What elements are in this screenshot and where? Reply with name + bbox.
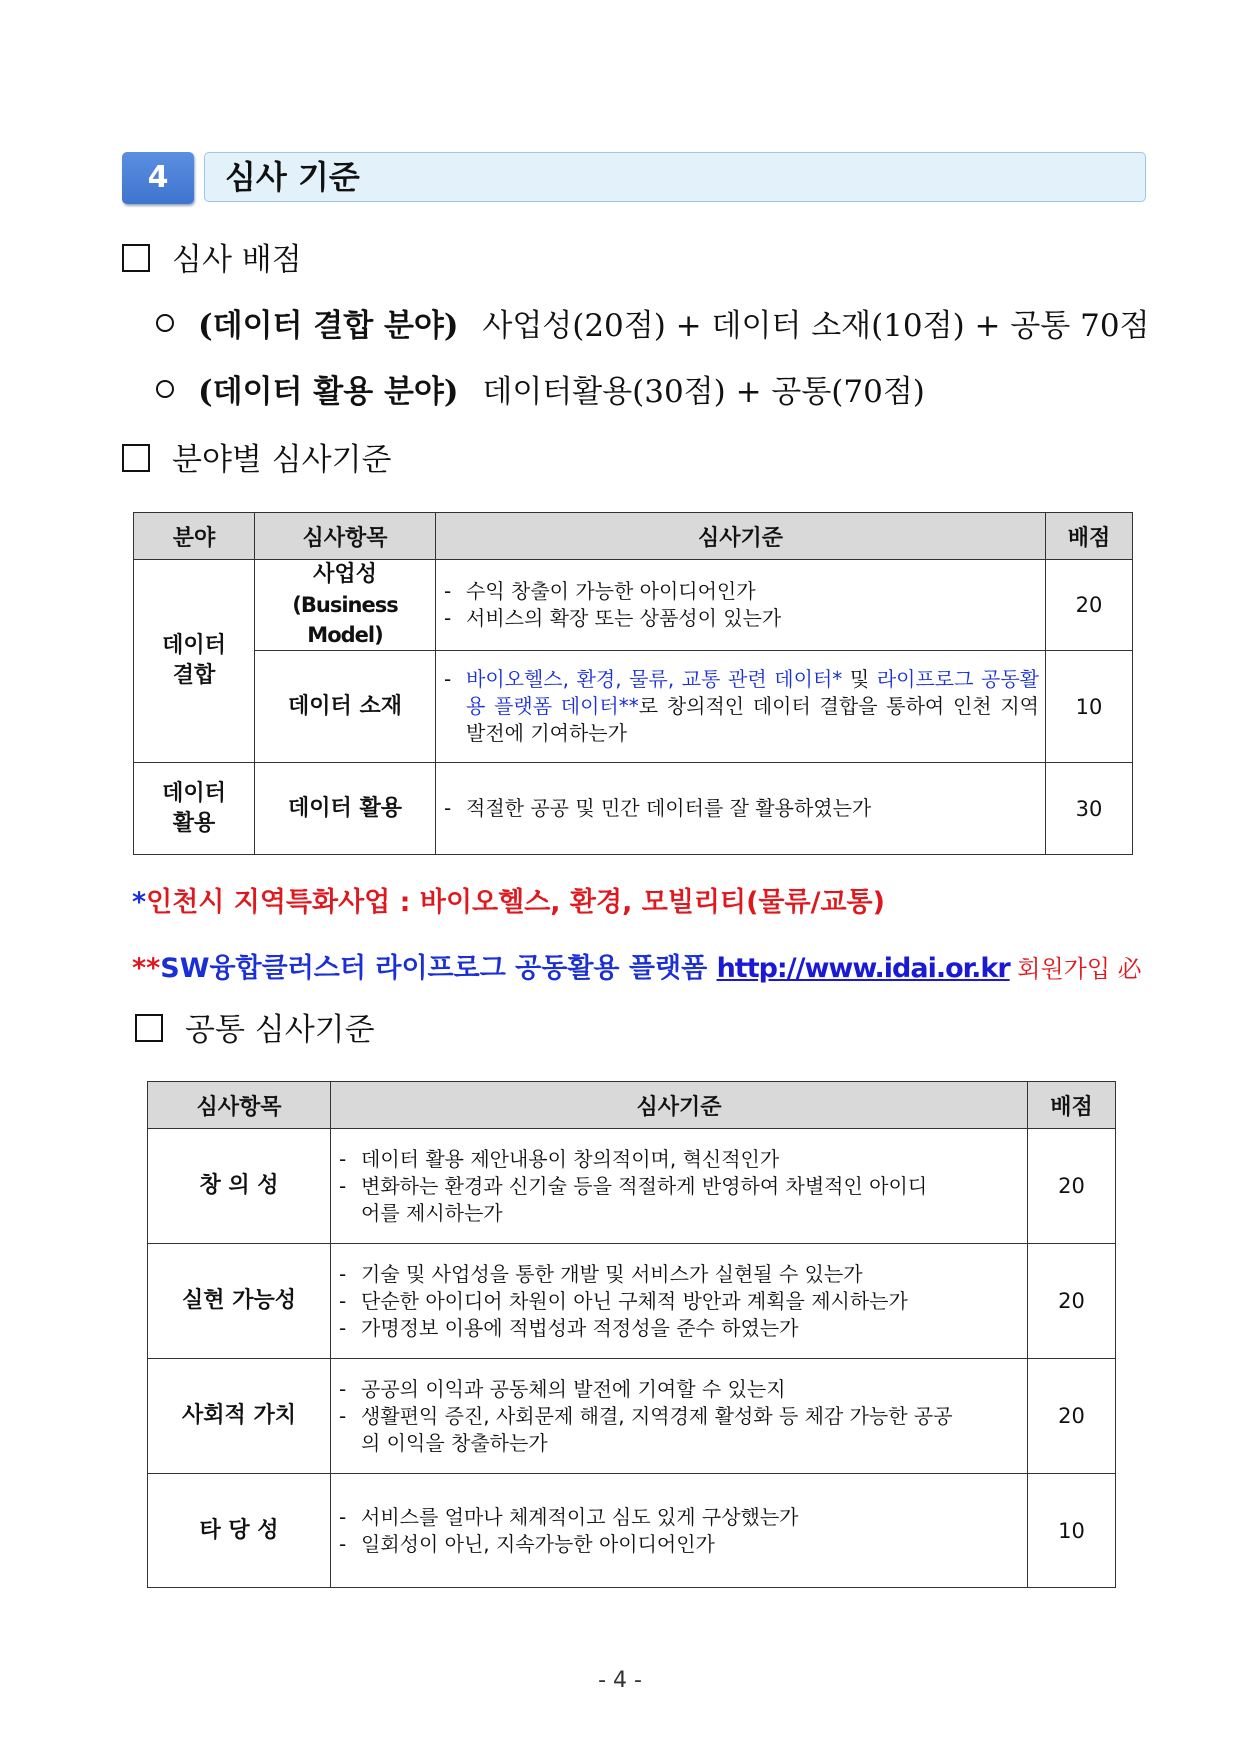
score-heading-text: 심사 배점 <box>172 242 302 278</box>
score-cell: 20 <box>1028 1359 1116 1474</box>
item-sublabel: (Business Model) <box>292 593 398 647</box>
header-score: 배점 <box>1046 513 1133 560</box>
header-field: 분야 <box>134 513 255 560</box>
section-title: 심사 기준 <box>204 152 1146 202</box>
checkbox-square-icon <box>135 1014 163 1042</box>
score-line-combine <box>156 306 1150 346</box>
criteria-line: - 변화하는 환경과 신기술 등을 적절하게 반영하여 차별적인 아이디어를 제시하는가 <box>339 1173 1021 1227</box>
table-row <box>134 560 1133 651</box>
score-line-field: (데이터 결합 분야) <box>198 308 459 344</box>
item-cell: 데이터 활용 <box>255 763 436 855</box>
note-regional-specialty <box>132 880 885 919</box>
checkbox-square-icon <box>122 444 150 472</box>
criteria-line: - 서비스를 얼마나 체계적이고 심도 있게 구상했는가 <box>339 1504 1021 1531</box>
criteria-highlight: 라이프로그 공동활용 플랫폼 데이터** <box>466 667 1039 718</box>
item-cell: 사회적 가치 <box>148 1359 331 1474</box>
score-cell: 20 <box>1028 1129 1116 1244</box>
header-criteria: 심사기준 <box>331 1082 1028 1129</box>
note-lifelog-platform <box>132 946 1142 985</box>
score-line-detail: 데이터활용(30점) + 공통(70점) <box>482 374 925 410</box>
header-item: 심사항목 <box>148 1082 331 1129</box>
criteria-cell <box>436 560 1046 651</box>
table-row <box>148 1474 1116 1588</box>
item-cell: 타 당 성 <box>148 1474 331 1588</box>
score-cell: 20 <box>1046 560 1133 651</box>
table-row <box>148 1244 1116 1359</box>
circle-bullet-icon <box>156 380 174 398</box>
criteria-line: - 가명정보 이용에 적법성과 적정성을 준수 하였는가 <box>339 1315 1021 1342</box>
criteria-line: - 생활편익 증진, 사회문제 해결, 지역경제 활성화 등 체감 가능한 공공의 이익을 창출하는가 <box>339 1403 1021 1457</box>
score-cell: 10 <box>1046 651 1133 763</box>
table-row <box>134 763 1133 855</box>
criteria-line: - 데이터 활용 제안내용이 창의적이며, 혁신적인가 <box>339 1146 1021 1173</box>
criteria-line <box>444 666 1039 747</box>
field-heading <box>122 440 391 480</box>
item-cell: 창 의 성 <box>148 1129 331 1244</box>
score-cell: 10 <box>1028 1474 1116 1588</box>
criteria-cell <box>331 1359 1028 1474</box>
criteria-text: 로 창의적인 데이터 결합을 통하여 인천 지역 발전에 기여하는가 <box>466 694 1039 745</box>
common-heading-text: 공통 심사기준 <box>185 1012 375 1048</box>
criteria-line: - 단순한 아이디어 차원이 아닌 구체적 방안과 계획을 제시하는가 <box>339 1288 1021 1315</box>
header-item: 심사항목 <box>255 513 436 560</box>
field-heading-text: 분야별 심사기준 <box>172 442 392 478</box>
criteria-line: - 기술 및 사업성을 통한 개발 및 서비스가 실현될 수 있는가 <box>339 1261 1021 1288</box>
table-header-row <box>134 513 1133 560</box>
score-line-field: (데이터 활용 분야) <box>198 374 459 410</box>
item-cell <box>255 560 436 651</box>
score-cell: 20 <box>1028 1244 1116 1359</box>
note-suffix: 회원가입 必 <box>1009 955 1142 983</box>
note-star: ** <box>132 953 161 984</box>
criteria-line: - 서비스의 확장 또는 상품성이 있는가 <box>444 605 1039 632</box>
score-heading <box>122 240 302 280</box>
note-text: SW융합클러스터 라이프로그 공동활용 플랫폼 <box>160 953 717 984</box>
header-score: 배점 <box>1028 1082 1116 1129</box>
field-cell: 데이터 결합 <box>134 560 255 763</box>
table-row <box>148 1359 1116 1474</box>
criteria-line: - 적절한 공공 및 민간 데이터를 잘 활용하였는가 <box>444 795 1039 822</box>
platform-link[interactable]: http://www.idai.or.kr <box>716 953 1010 984</box>
criteria-cell <box>331 1474 1028 1588</box>
criteria-line: - 공공의 이익과 공동체의 발전에 기여할 수 있는지 <box>339 1376 1021 1403</box>
criteria-cell <box>436 763 1046 855</box>
criteria-line: - 수익 창출이 가능한 아이디어인가 <box>444 578 1039 605</box>
page-number: - 4 - <box>598 1668 642 1693</box>
note-star: * <box>132 887 147 918</box>
item-cell: 실현 가능성 <box>148 1244 331 1359</box>
table-row <box>134 651 1133 763</box>
field-criteria-table <box>133 512 1133 855</box>
criteria-cell <box>331 1129 1028 1244</box>
common-criteria-table <box>147 1081 1116 1588</box>
note-text: 인천시 지역특화사업 : 바이오헬스, 환경, 모빌리티(물류/교통) <box>146 887 885 918</box>
common-heading <box>135 1010 375 1050</box>
section-number-badge: 4 <box>122 152 194 204</box>
table-row <box>148 1129 1116 1244</box>
criteria-cell <box>331 1244 1028 1359</box>
item-label: 사업성 <box>313 562 377 587</box>
table-header-row <box>148 1082 1116 1129</box>
criteria-text: 및 <box>842 667 877 691</box>
criteria-line: - 일회성이 아닌, 지속가능한 아이디어인가 <box>339 1531 1021 1558</box>
field-cell: 데이터 활용 <box>134 763 255 855</box>
score-line-detail: 사업성(20점) + 데이터 소재(10점) + 공통 70점 <box>482 308 1150 344</box>
item-cell: 데이터 소재 <box>255 651 436 763</box>
criteria-cell <box>436 651 1046 763</box>
score-cell: 30 <box>1046 763 1133 855</box>
criteria-highlight: 바이오헬스, 환경, 물류, 교통 관련 데이터* <box>466 667 843 691</box>
header-criteria: 심사기준 <box>436 513 1046 560</box>
checkbox-square-icon <box>122 244 150 272</box>
circle-bullet-icon <box>156 314 174 332</box>
score-line-use <box>156 372 925 412</box>
